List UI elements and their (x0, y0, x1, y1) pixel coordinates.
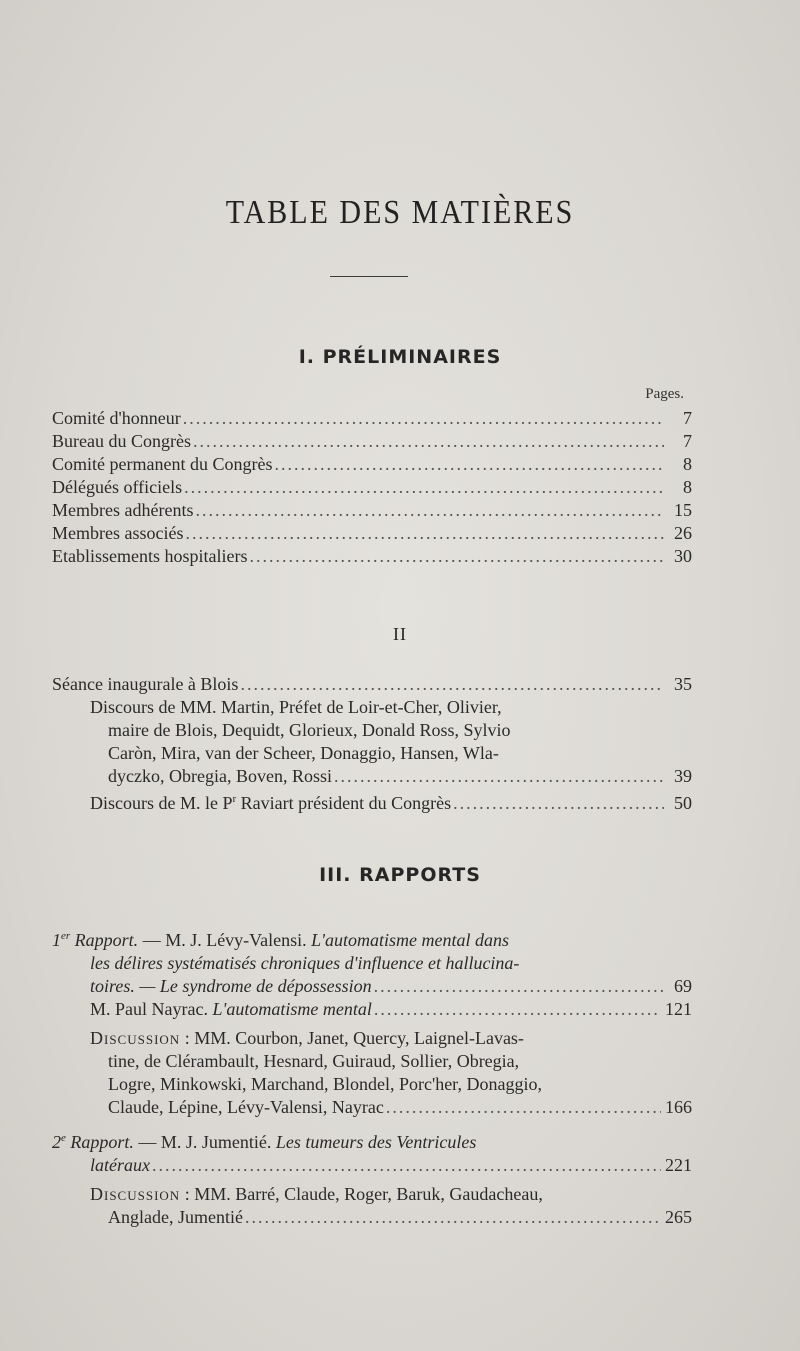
toc-entry-page: 121 (665, 999, 692, 1019)
toc-entry-page: 35 (674, 674, 692, 694)
toc-entry[interactable] (52, 407, 692, 430)
toc-entry-discours-raviart[interactable] (52, 788, 692, 815)
toc-section-rapports (52, 925, 692, 1229)
toc-entry-label: Bureau du Congrès (52, 431, 191, 451)
toc-entry-last-line (52, 765, 692, 788)
superscript: e (61, 1132, 66, 1144)
text-line (52, 1127, 692, 1154)
rapport-kind: Rapport. (74, 930, 139, 950)
discussion-label: Discussion (90, 1184, 181, 1204)
toc-entry-page: 39 (674, 766, 692, 786)
text-line: tine, de Clérambault, Hesnard, Guiraud, Sollier, Obregia, (108, 1051, 520, 1071)
leader-dots (386, 1096, 661, 1119)
toc-entry-page: 265 (665, 1207, 692, 1227)
title-divider (330, 276, 408, 277)
label-part: : MM. Barré, Claude, Roger, Baruk, Gaudacheau, (180, 1184, 543, 1204)
label-part: Discours de M. le P (90, 793, 233, 813)
label-part: M. Paul Nayrac. (90, 999, 213, 1019)
rapport-kind: Rapport. (70, 1132, 134, 1152)
leader-dots (374, 975, 664, 998)
toc-entry-page: 8 (683, 454, 692, 474)
section-heading-ii: II (393, 624, 407, 644)
text-line: les délires systématisés chroniques d'influence et hallucina- (90, 953, 520, 973)
toc-entry-discussion-2[interactable] (52, 1183, 692, 1229)
toc-entry[interactable] (52, 499, 692, 522)
leader-dots (374, 998, 661, 1021)
toc-entry-rapport-2[interactable] (52, 1127, 692, 1177)
label-part: : MM. Courbon, Janet, Quercy, Laignel-Lavas- (180, 1028, 524, 1048)
toc-entry-label (90, 788, 451, 815)
toc-entry[interactable] (52, 430, 692, 453)
pages-column-label: Pages. (645, 386, 684, 402)
leader-dots (274, 453, 664, 476)
toc-entry-last-line (52, 1206, 692, 1229)
leader-dots (185, 522, 664, 545)
toc-entry-nayrac[interactable] (52, 998, 692, 1021)
toc-entry-label: Claude, Lépine, Lévy-Valensi, Nayrac (108, 1097, 384, 1117)
toc-entry-label: Séance inaugurale à Blois (52, 674, 239, 694)
text-line (52, 1183, 692, 1206)
toc-entry-page: 50 (674, 793, 692, 813)
leader-dots (193, 430, 664, 453)
toc-entry-discours-mm[interactable] (52, 696, 692, 788)
toc-entry-page: 30 (674, 546, 692, 566)
toc-entry-last-line (52, 1154, 692, 1177)
toc-entry-page: 26 (674, 523, 692, 543)
toc-entry-page: 8 (683, 477, 692, 497)
toc-entry-label: toires. — Le syndrome de dépossession (90, 976, 372, 996)
toc-entry-page: 166 (665, 1097, 692, 1117)
label-part: Raviart président du Congrès (236, 793, 452, 813)
toc-entry-discussion-1[interactable] (52, 1027, 692, 1119)
toc-entry-label: Anglade, Jumentié (108, 1207, 243, 1227)
text-line (52, 1027, 692, 1050)
discussion-label: Discussion (90, 1028, 181, 1048)
superscript: r (232, 793, 237, 805)
rapport-author: — M. J. Jumentié. (133, 1132, 276, 1152)
toc-entry-label: latéraux (90, 1155, 150, 1175)
toc-entry[interactable] (52, 453, 692, 476)
toc-entry-page: 7 (683, 431, 692, 451)
toc-section-preliminaires (52, 407, 692, 568)
leader-dots (152, 1154, 661, 1177)
text-line: maire de Blois, Dequidt, Glorieux, Donald Ross, Sylvio (108, 720, 511, 740)
section-heading-rapports: III. RAPPORTS (319, 864, 481, 886)
page-title: TABLE DES MATIÈRES (225, 193, 575, 231)
text-line: Logre, Minkowski, Marchand, Blondel, Porc'her, Donaggio, (108, 1074, 542, 1094)
toc-entry-label: Comité permanent du Congrès (52, 454, 273, 474)
toc-entry[interactable] (52, 476, 692, 499)
leader-dots (249, 545, 664, 568)
toc-entry-seance-inaugurale[interactable] (52, 673, 692, 696)
superscript: er (61, 930, 71, 942)
toc-entry-page: 15 (674, 500, 692, 520)
toc-entry-last-line (52, 1096, 692, 1119)
toc-entry-last-line (52, 975, 692, 998)
toc-entry-label: Délégués officiels (52, 477, 183, 497)
leader-dots (195, 499, 664, 522)
text-line: Caròn, Mira, van der Scheer, Donaggio, Hansen, Wla- (108, 743, 499, 763)
leader-dots (184, 476, 664, 499)
leader-dots (240, 673, 664, 696)
rapport-title: L'automatisme mental dans (311, 930, 510, 950)
toc-entry[interactable] (52, 522, 692, 545)
text-line: Discours de MM. Martin, Préfet de Loir-et-Cher, Olivier, (90, 697, 502, 717)
toc-entry-label: Membres associés (52, 523, 184, 543)
toc-entry-rapport-1[interactable] (52, 925, 692, 998)
toc-entry-page: 69 (674, 976, 692, 996)
rapport-number: 1 (52, 930, 61, 950)
toc-entry-page: 221 (665, 1155, 692, 1175)
toc-entry-label: Membres adhérents (52, 500, 194, 520)
leader-dots (245, 1206, 661, 1229)
toc-entry-label (90, 998, 372, 1021)
rapport-number: 2 (52, 1132, 61, 1152)
rapport-author: — M. J. Lévy-Valensi. (138, 930, 312, 950)
rapport-title: Les tumeurs des Ventricules (275, 1132, 477, 1152)
label-title: L'automatisme mental (212, 999, 372, 1019)
leader-dots (453, 792, 664, 815)
text-line (52, 925, 692, 952)
leader-dots (183, 407, 664, 430)
toc-entry-label: dyczko, Obregia, Boven, Rossi (108, 766, 332, 786)
leader-dots (334, 765, 664, 788)
toc-entry[interactable] (52, 545, 692, 568)
toc-entry-page: 7 (683, 408, 692, 428)
toc-entry-label: Etablissements hospitaliers (52, 546, 248, 566)
section-heading-preliminaires: I. PRÉLIMINAIRES (298, 346, 502, 368)
toc-section-ii (52, 673, 692, 815)
toc-entry-label: Comité d'honneur (52, 408, 181, 428)
